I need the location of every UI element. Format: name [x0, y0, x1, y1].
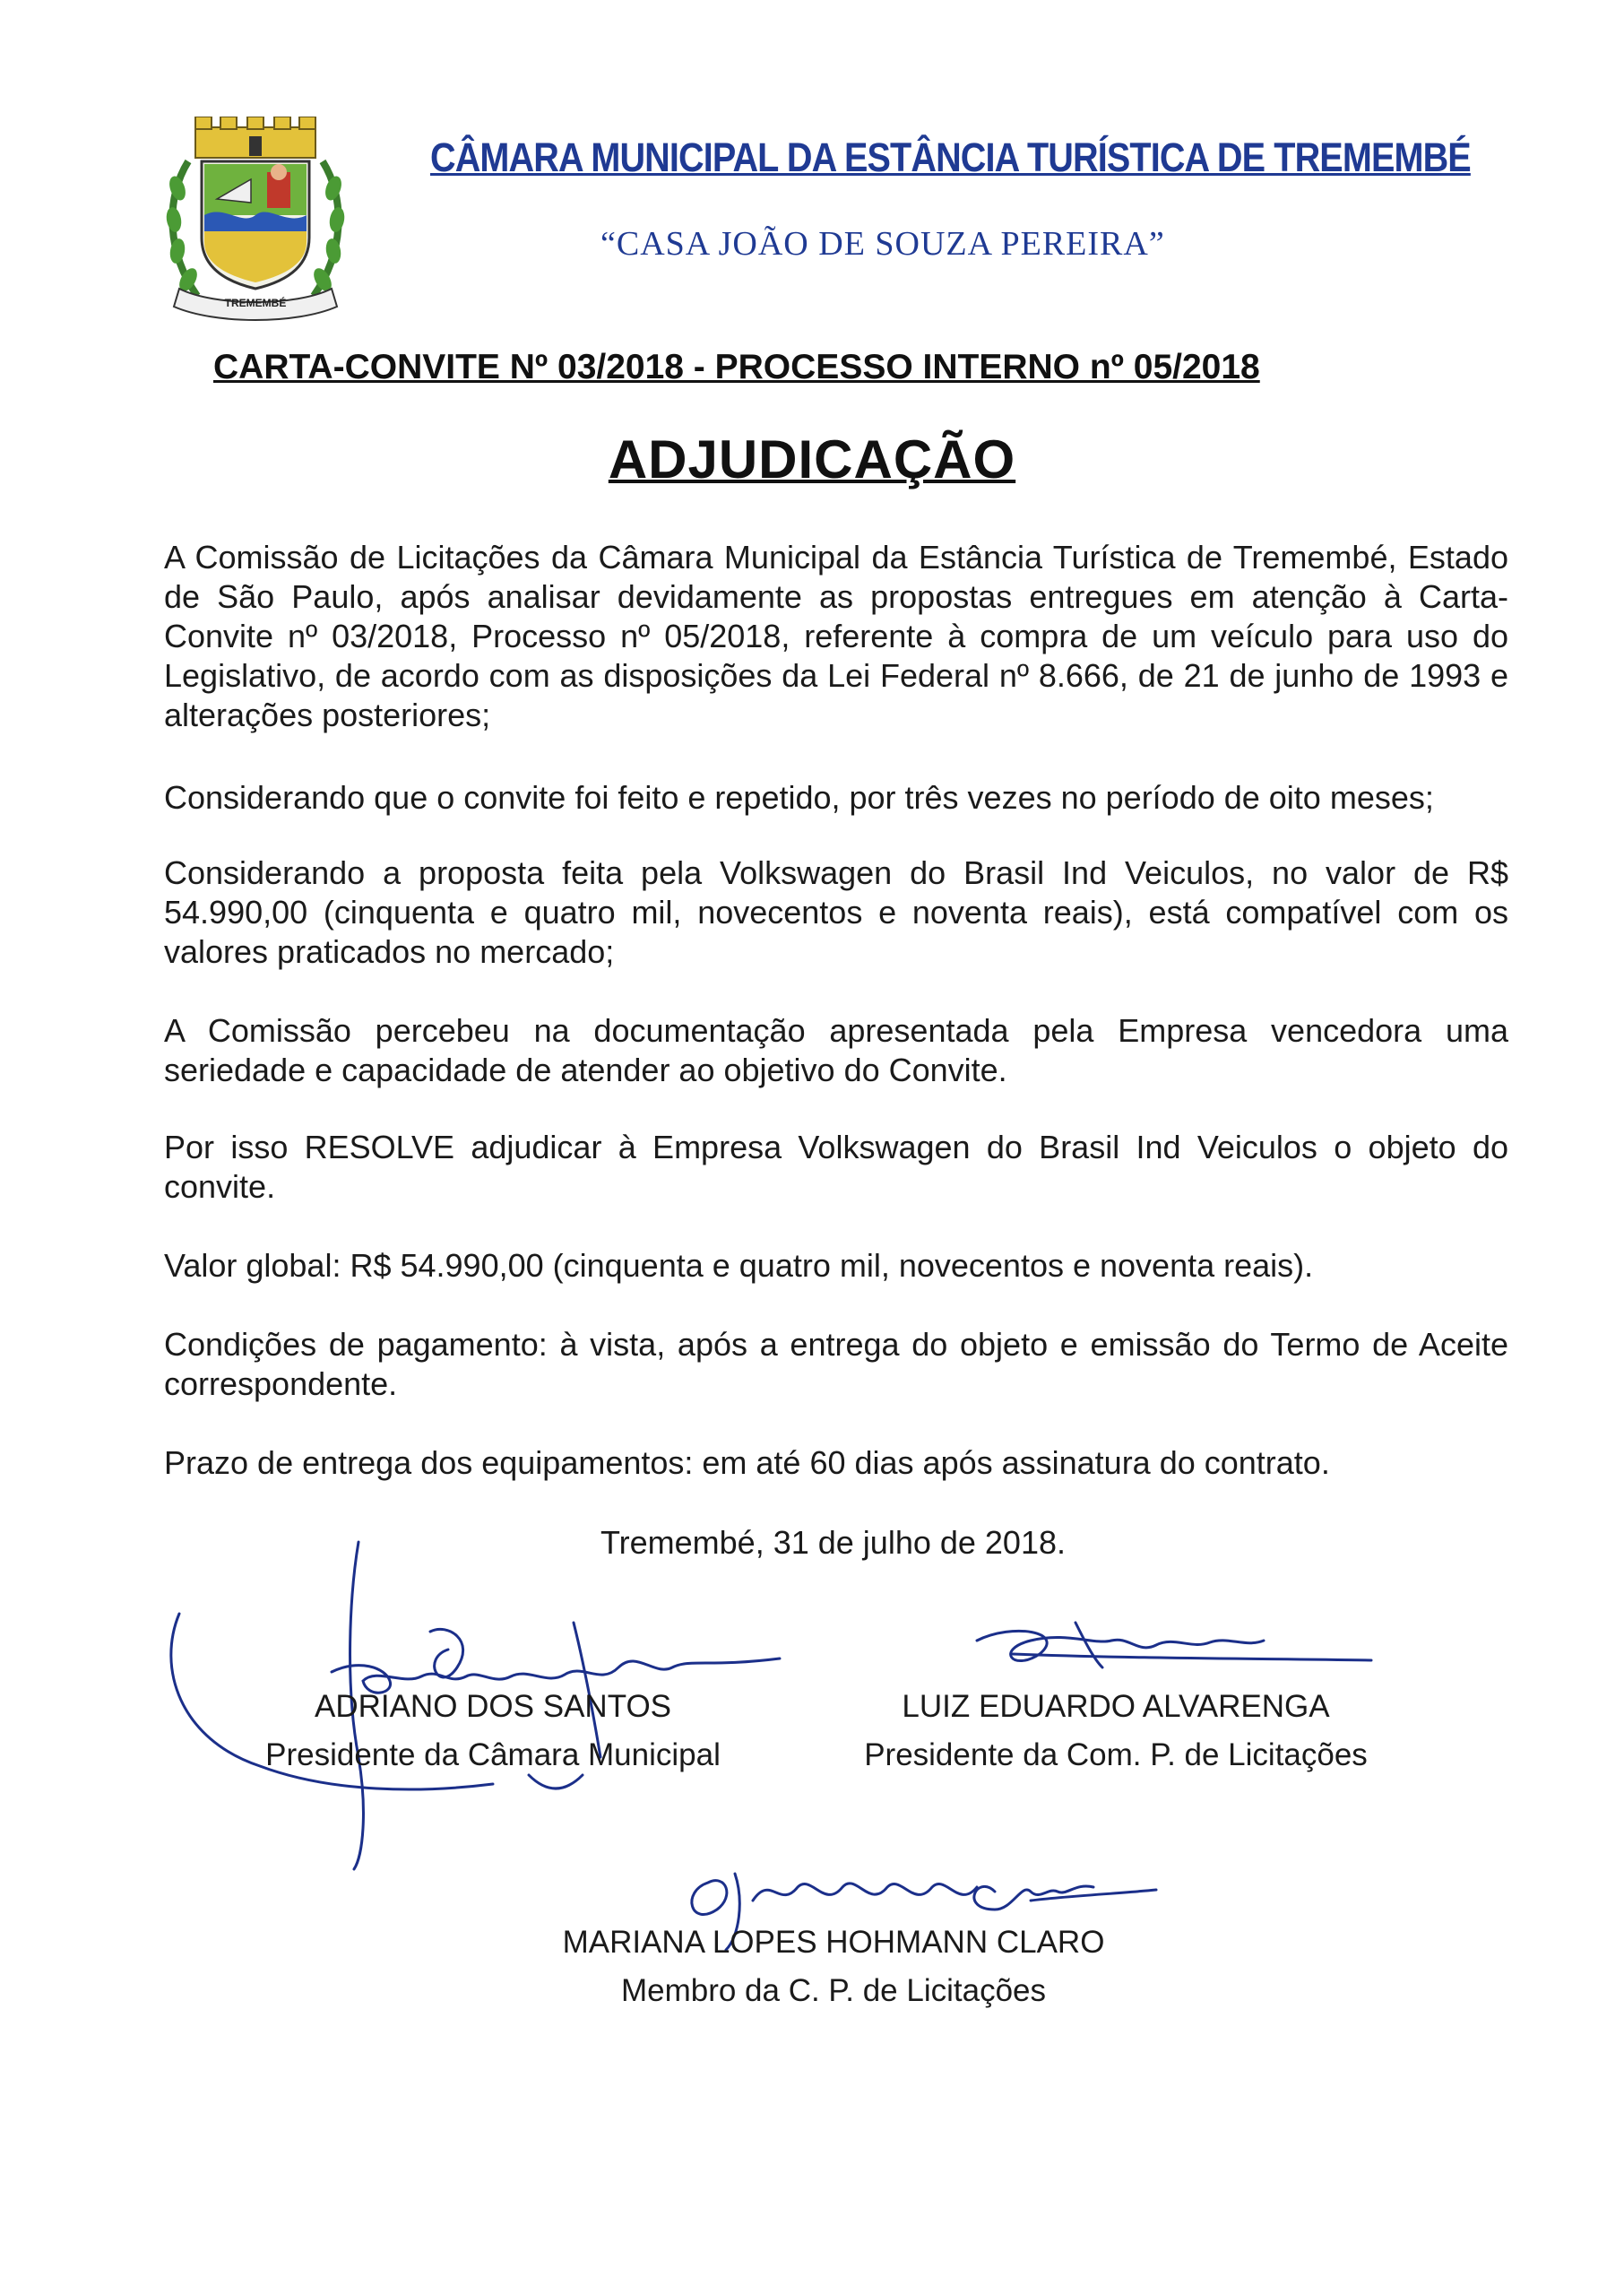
institution-subtitle: “CASA JOÃO DE SOUZA PEREIRA”	[600, 225, 1165, 263]
signatory-block-1	[215, 1678, 771, 1775]
signatory-role: Membro da C. P. de Licitações	[620, 1973, 1047, 2008]
signatory-name: LUIZ EDUARDO ALVARENGA	[902, 1689, 1330, 1724]
paragraph-global-value: Valor global: R$ 54.990,00 (cinquenta e quatro mil, novecentos e noventa reais).	[164, 1247, 1314, 1284]
crest-banner-text: TREMEMBÉ	[224, 297, 287, 309]
paragraph-delivery-deadline: Prazo de entrega dos equipamentos: em até 60 dias após assinatura do contrato.	[164, 1444, 1330, 1481]
date-line: Tremembé, 31 de julho de 2018.	[600, 1524, 1066, 1561]
signatory-block-3	[520, 1914, 1147, 2011]
municipal-coat-of-arms-icon	[161, 117, 350, 327]
signatory-name: MARIANA LOPES HOHMANN CLARO	[562, 1925, 1105, 1960]
paragraph-considering-repeat: Considerando que o convite foi feito e repetido, por três vezes no período de oito meses;	[164, 779, 1434, 816]
signatory-role: Presidente da Câmara Municipal	[265, 1737, 721, 1772]
paragraph-commission-perception: A Comissão percebeu na documentação apresentada pela Empresa vencedora uma seriedade e capacidade de atender ao objetivo do Convite.	[164, 1012, 1508, 1088]
paragraph-introduction: A Comissão de Licitações da Câmara Municipal da Estância Turística de Tremembé, Estado de São Paulo, após analisar devidamente as propostas entregues em atenção à Carta-Convite nº 03/2018, Processo nº 05/2018, referente à compra de um veículo para uso do Legislativo, de acordo com as disposições da Lei Federal nº 8.666, de 21 de junho de 1993 e alterações posteriores;	[164, 539, 1508, 733]
document-title: ADJUDICAÇÃO	[608, 429, 1016, 489]
paragraph-payment-conditions: Condições de pagamento: à vista, após a entrega do objeto e emissão do Termo de Aceite correspondente.	[164, 1326, 1508, 1402]
signatory-role: Presidente da Com. P. de Licitações	[864, 1737, 1368, 1772]
institution-name: CÂMARA MUNICIPAL DA ESTÂNCIA TURÍSTICA DE TREMEMBÉ	[430, 134, 1471, 180]
paragraph-considering-proposal: Considerando a proposta feita pela Volkswagen do Brasil Ind Veiculos, no valor de R$ 54.990,00 (cinquenta e quatro mil, novecentos e noventa reais), está compatível com os valores praticados no mercado;	[164, 854, 1508, 970]
process-title: CARTA-CONVITE Nº 03/2018 - PROCESSO INTERNO nº 05/2018	[213, 348, 1260, 386]
signatory-name: ADRIANO DOS SANTOS	[314, 1689, 672, 1724]
signatory-block-2	[825, 1678, 1407, 1775]
paragraph-resolution: Por isso RESOLVE adjudicar à Empresa Volkswagen do Brasil Ind Veiculos o objeto do convite.	[164, 1129, 1508, 1205]
